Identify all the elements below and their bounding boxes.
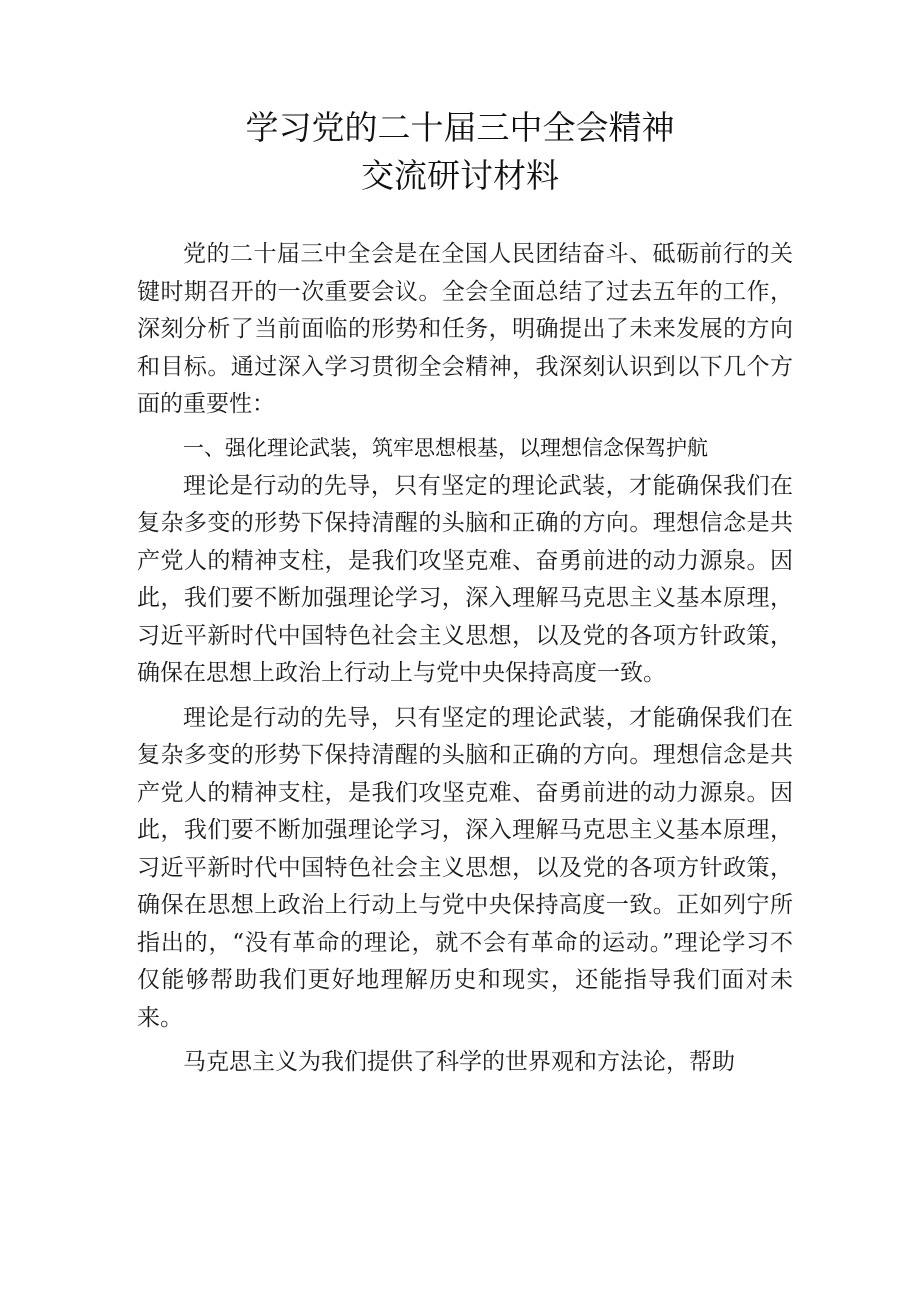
body-paragraph-2: 理论是行动的先导，只有坚定的理论武装，才能确保我们在复杂多变的形势下保持清醒的头脑和正确的方向。理想信念是共产党人的精神支柱，是我们攻坚克难、奋勇前进的动力源泉。因此，我们要不断加强理论学习，深入理解马克思主义基本原理，习近平新时代中国特色社会主义思想，以及党的各项方针政策，确保在思想上政治上行动上与党中央保持高度一致。正如列宁所指出的，“没有革命的理论，就不会有革命的运动。”理论学习不仅能够帮助我们更好地理解历史和现实，还能指导我们面对未来。	[137, 704, 793, 1031]
document-title	[0, 104, 920, 200]
intro-paragraph: 党的二十届三中全会是在全国人民团结奋斗、砥砺前行的关键时期召开的一次重要会议。全会全面总结了过去五年的工作，深刻分析了当前面临的形势和任务，明确提出了未来发展的方向和目标。通过深入学习贯彻全会精神，我深刻认识到以下几个方面的重要性：	[137, 241, 793, 417]
body-paragraph-3: 马克思主义为我们提供了科学的世界观和方法论，帮助	[183, 1049, 735, 1075]
title-line-1: 学习党的二十届三中全会精神	[245, 108, 675, 147]
document-body	[137, 236, 793, 1082]
section-heading: 一、强化理论武装，筑牢思想根基，以理想信念保驾护航	[183, 435, 708, 460]
body-paragraph-1: 理论是行动的先导，只有坚定的理论武装，才能确保我们在复杂多变的形势下保持清醒的头脑和正确的方向。理想信念是共产党人的精神支柱，是我们攻坚克难、奋勇前进的动力源泉。因此，我们要不断加强理论学习，深入理解马克思主义基本原理，习近平新时代中国特色社会主义思想，以及党的各项方针政策，确保在思想上政治上行动上与党中央保持高度一致。	[137, 472, 793, 686]
title-line-2: 交流研讨材料	[361, 156, 559, 195]
